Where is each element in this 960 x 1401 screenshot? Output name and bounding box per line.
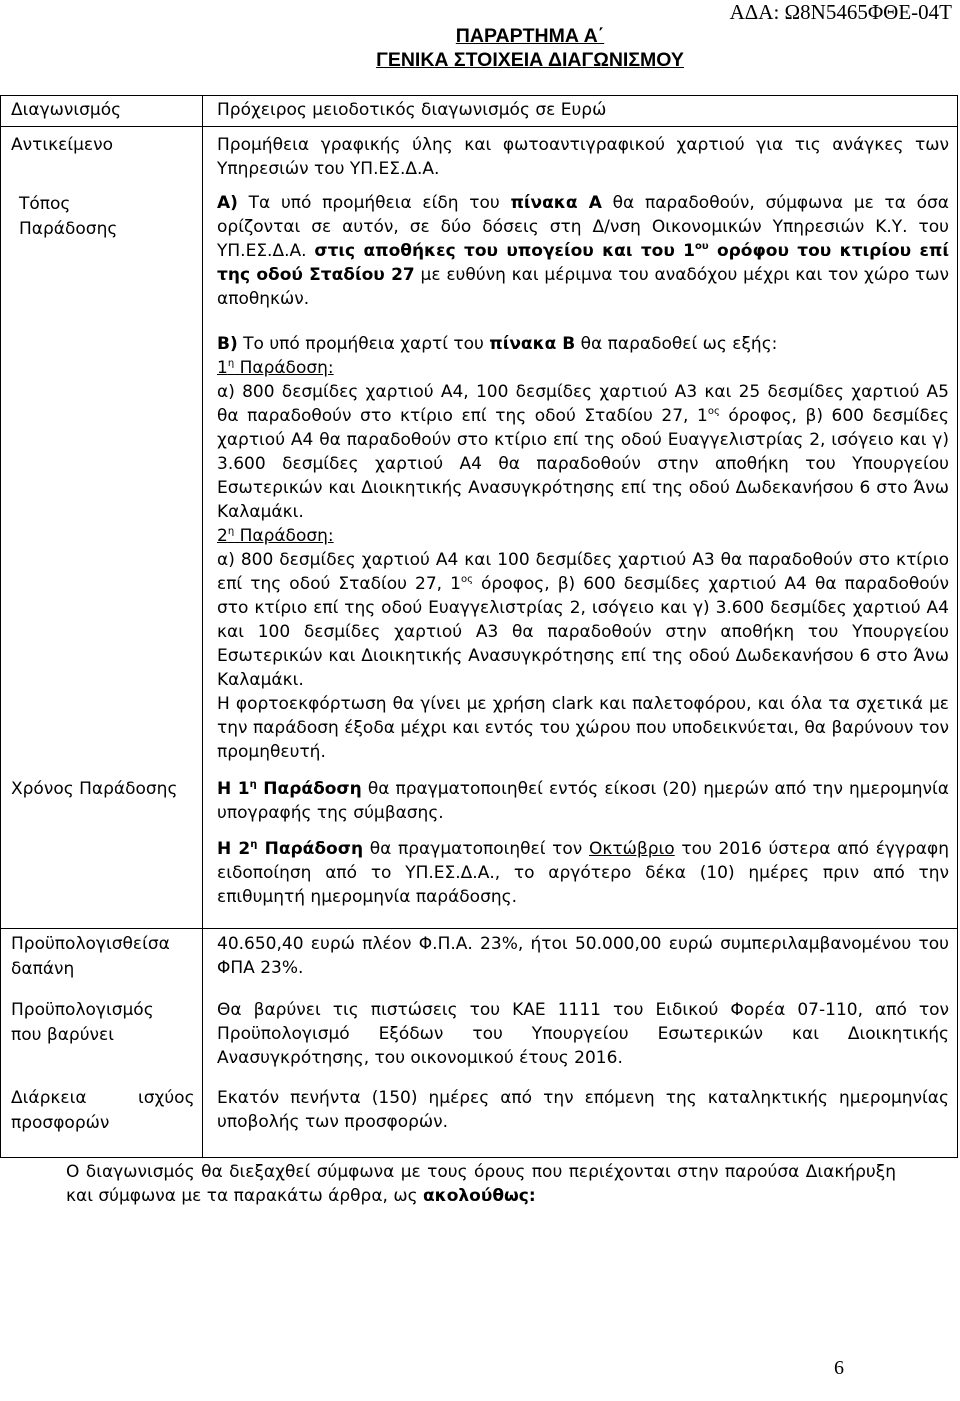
label-topos-line1: Τόπος [19, 194, 71, 214]
delivery-time-first: Η $1^\eta$ Παράδοση θα πραγματοποιηθεί εντός είκοσι (20) ημερών από την ημερομηνία υπογραφής της σύμβασης. [217, 779, 950, 823]
annex-title: ΠΑΡΑΡΤΗΜΑ Α΄ [455, 25, 605, 47]
annex-subtitle: ΓΕΝΙΚΑ ΣΤΟΙΧΕΙΑ ΔΙΑΓΩΝΙΣΜΟΥ [376, 49, 684, 71]
label-dapani-line2: δαπάνη [11, 959, 75, 979]
closing-paragraph: Ο διαγωνισμός θα διεξαχθεί σύμφωνα με τους όρους που περιέχονται στην παρούσα Διακήρυξη και σύμφωνα με τα παρακάτω άρθρα, ως ακολούθως: [66, 1162, 896, 1206]
label-diarkeia-line2: προσφορών [11, 1113, 110, 1133]
value-dapani: 40.650,40 ευρώ πλέον Φ.Π.Α. 23%, ήτοι 50.000,00 ευρώ συμπεριλαμβανομένου του ΦΠΑ 23%. [217, 934, 949, 978]
value-proypologismos: Θα βαρύνει τις πιστώσεις του ΚΑΕ 1111 του Ειδικού Φορέα 07-110, από τον Προϋπολογισμό Εξόδων του Υπουργείου Εσωτερικών και Διοικητικής Ανασυγκρότησης, του οικονομικού έτους 2016. [217, 1000, 949, 1068]
value-diagonismos: Πρόχειρος μειοδοτικός διαγωνισμός σε Ευρώ [217, 100, 607, 120]
label-antikeimeno: Αντικείμενο [11, 135, 113, 155]
label-topos-line2: Παράδοσης [19, 219, 118, 239]
row-divider [1, 928, 957, 929]
label-diarkeia-word1: Διάρκεια [11, 1088, 87, 1108]
first-delivery-text: α) 800 δεσμίδες χαρτιού Α4, 100 δεσμίδες χαρτιού Α3 και 25 δεσμίδες χαρτιού Α5 θα παραδοθούν στο κτίριο επί της οδού Σταδίου 27, $1^{o\varsigma}$ όροφος, β) 600 δεσμίδες χαρτιού Α4 θα παραδοθούν στο κτίριο επί της οδού Ευαγγελιστρίας 2, ισόγειο και γ) 3.600 δεσμίδες χαρτιού Α4 θα παραδοθούν στην αποθήκη του Υπουργείου Εσωτερικών και Διοικητικής Ανασυγκρότησης επί της οδού Δωδεκανήσου 6 στο Άνω Καλαμάκι. [217, 382, 950, 522]
row-divider [1, 126, 957, 127]
column-divider [202, 96, 203, 1157]
value-antikeimeno: Προμήθεια γραφικής ύλης και φωτοαντιγραφικού χαρτιού για τις ανάγκες των Υπηρεσιών του ΥΠ.ΕΣ.Δ.Α. [217, 135, 949, 179]
second-delivery-text: α) 800 δεσμίδες χαρτιού Α4 και 100 δεσμίδες χαρτιού Α3 θα παραδοθούν στο κτίριο επί της οδού Σταδίου 27, $1^{o\varsigma}$ όροφος, β) 600 δεσμίδες χαρτιού Α4 θα παραδοθούν στο κτίριο επί της οδού Ευαγγελιστρίας 2, ισόγειο και γ) 3.600 δεσμίδες χαρτιού Α4 και 100 δεσμίδες χαρτιού Α3 θα παραδοθούν στην αποθήκη του Υπουργείου Εσωτερικών και Διοικητικής Ανασυγκρότησης επί της οδού Δωδεκανήσου 6 στο Άνω Καλαμάκι. [217, 550, 949, 690]
page-number: 6 [834, 1357, 844, 1379]
tender-details-table [0, 95, 958, 1158]
label-proypologismos-line2: που βαρύνει [11, 1025, 114, 1045]
label-diarkeia-word2: ισχύος [138, 1088, 195, 1108]
label-diagonismos: Διαγωνισμός [11, 100, 122, 120]
label-dapani-line1: Προϋπολογισθείσα [11, 934, 170, 954]
label-xronos: Χρόνος Παράδοσης [11, 779, 178, 799]
second-delivery-heading: $2^\eta$ Παράδοση: [217, 526, 334, 546]
first-delivery-heading: $1^\eta$ Παράδοση: [217, 358, 334, 378]
delivery-place-b: Β) Το υπό προμήθεια χαρτί του πίνακα Β θα παραδοθεί ως εξής: $1^\eta$ Παράδοση: α) 800 δεσμίδες χαρτιού Α4, 100 δεσμίδες χαρτιού Α3 και 25 δεσμίδες χαρτιού Α5 θα παραδοθούν στο κτίριο επί της οδού Σταδίου 27, $1^{o\varsigma}$ όροφος, β) 600 δεσμίδες χαρτιού Α4 θα παραδοθούν στο κτίριο επί της οδού Ευαγγελιστρίας 2, ισόγειο και γ) 3.600 δεσμίδες χαρτιού Α4 θα παραδοθούν στην αποθήκη του Υπουργείου Εσωτερικών και Διοικητικής Ανασυγκρότησης επί της οδού Δωδεκανήσου 6 στο Άνω Καλαμάκι. $2^\eta$ Παράδοση: α) 800 δεσμίδες χαρτιού Α4 και 100 δεσμίδες χαρτιού Α3 θα παραδοθούν στο κτίριο επί της οδού Σταδίου 27, $1^{o\varsigma}$ όροφος, β) 600 δεσμίδες χαρτιού Α4 θα παραδοθούν στο κτίριο επί της οδού Ευαγγελιστρίας 2, ισόγειο και γ) 3.600 δεσμίδες χαρτιού Α4 και 100 δεσμίδες χαρτιού Α3 θα παραδοθούν στην αποθήκη του Υπουργείου Εσωτερικών και Διοικητικής Ανασυγκρότησης επί της οδού Δωδεκανήσου 6 στο Άνω Καλαμάκι. Η φορτοεκφόρτωση θα γίνει με χρήση clark και παλετοφόρου, και όλα τα σχετικά με την παράδοση έξοδα μέχρι και εντός του χώρου που υποδεικνύεται, θα βαρύνουν τον προμηθευτή. [217, 334, 950, 762]
delivery-place-a: Α) Τα υπό προμήθεια είδη του πίνακα Α θα παραδοθούν, σύμφωνα με τα όσα ορίζονται σε αυτόν, σε δύο δόσεις στη Δ/νση Οικονομικών Υπηρεσιών Κ.Υ. του ΥΠ.ΕΣ.Δ.Α. στις αποθήκες του υπογείου και του $1^{o\upsilon}$ ορόφου του κτιρίου επί της οδού Σταδίου 27 με ευθύνη και μέριμνα του αναδόχου μέχρι και τον χώρο των αποθηκών. [217, 193, 950, 309]
delivery-time-second: Η $2^\eta$ Παράδοση θα πραγματοποιηθεί τον Οκτώβριο του 2016 ύστερα από έγγραφη ειδοποίηση από το ΥΠ.ΕΣ.Δ.Α., το αργότερο δέκα (10) ημέρες πριν από την επιθυμητή ημερομηνία παράδοσης. [217, 839, 949, 907]
ada-code: ΑΔΑ: Ω8Ν5465ΦΘΕ-04Τ [729, 0, 952, 24]
handling-note: Η φορτοεκφόρτωση θα γίνει με χρήση clark και παλετοφόρου, και όλα τα σχετικά με την παράδοση έξοδα μέχρι και εντός του χώρου που υποδεικνύεται, θα βαρύνουν τον προμηθευτή. [217, 694, 949, 762]
label-proypologismos-line1: Προϋπολογισμός [11, 1000, 154, 1020]
value-diarkeia: Εκατόν πενήντα (150) ημέρες από την επόμενη της καταληκτικής ημερομηνίας υποβολής των προσφορών. [217, 1088, 949, 1132]
